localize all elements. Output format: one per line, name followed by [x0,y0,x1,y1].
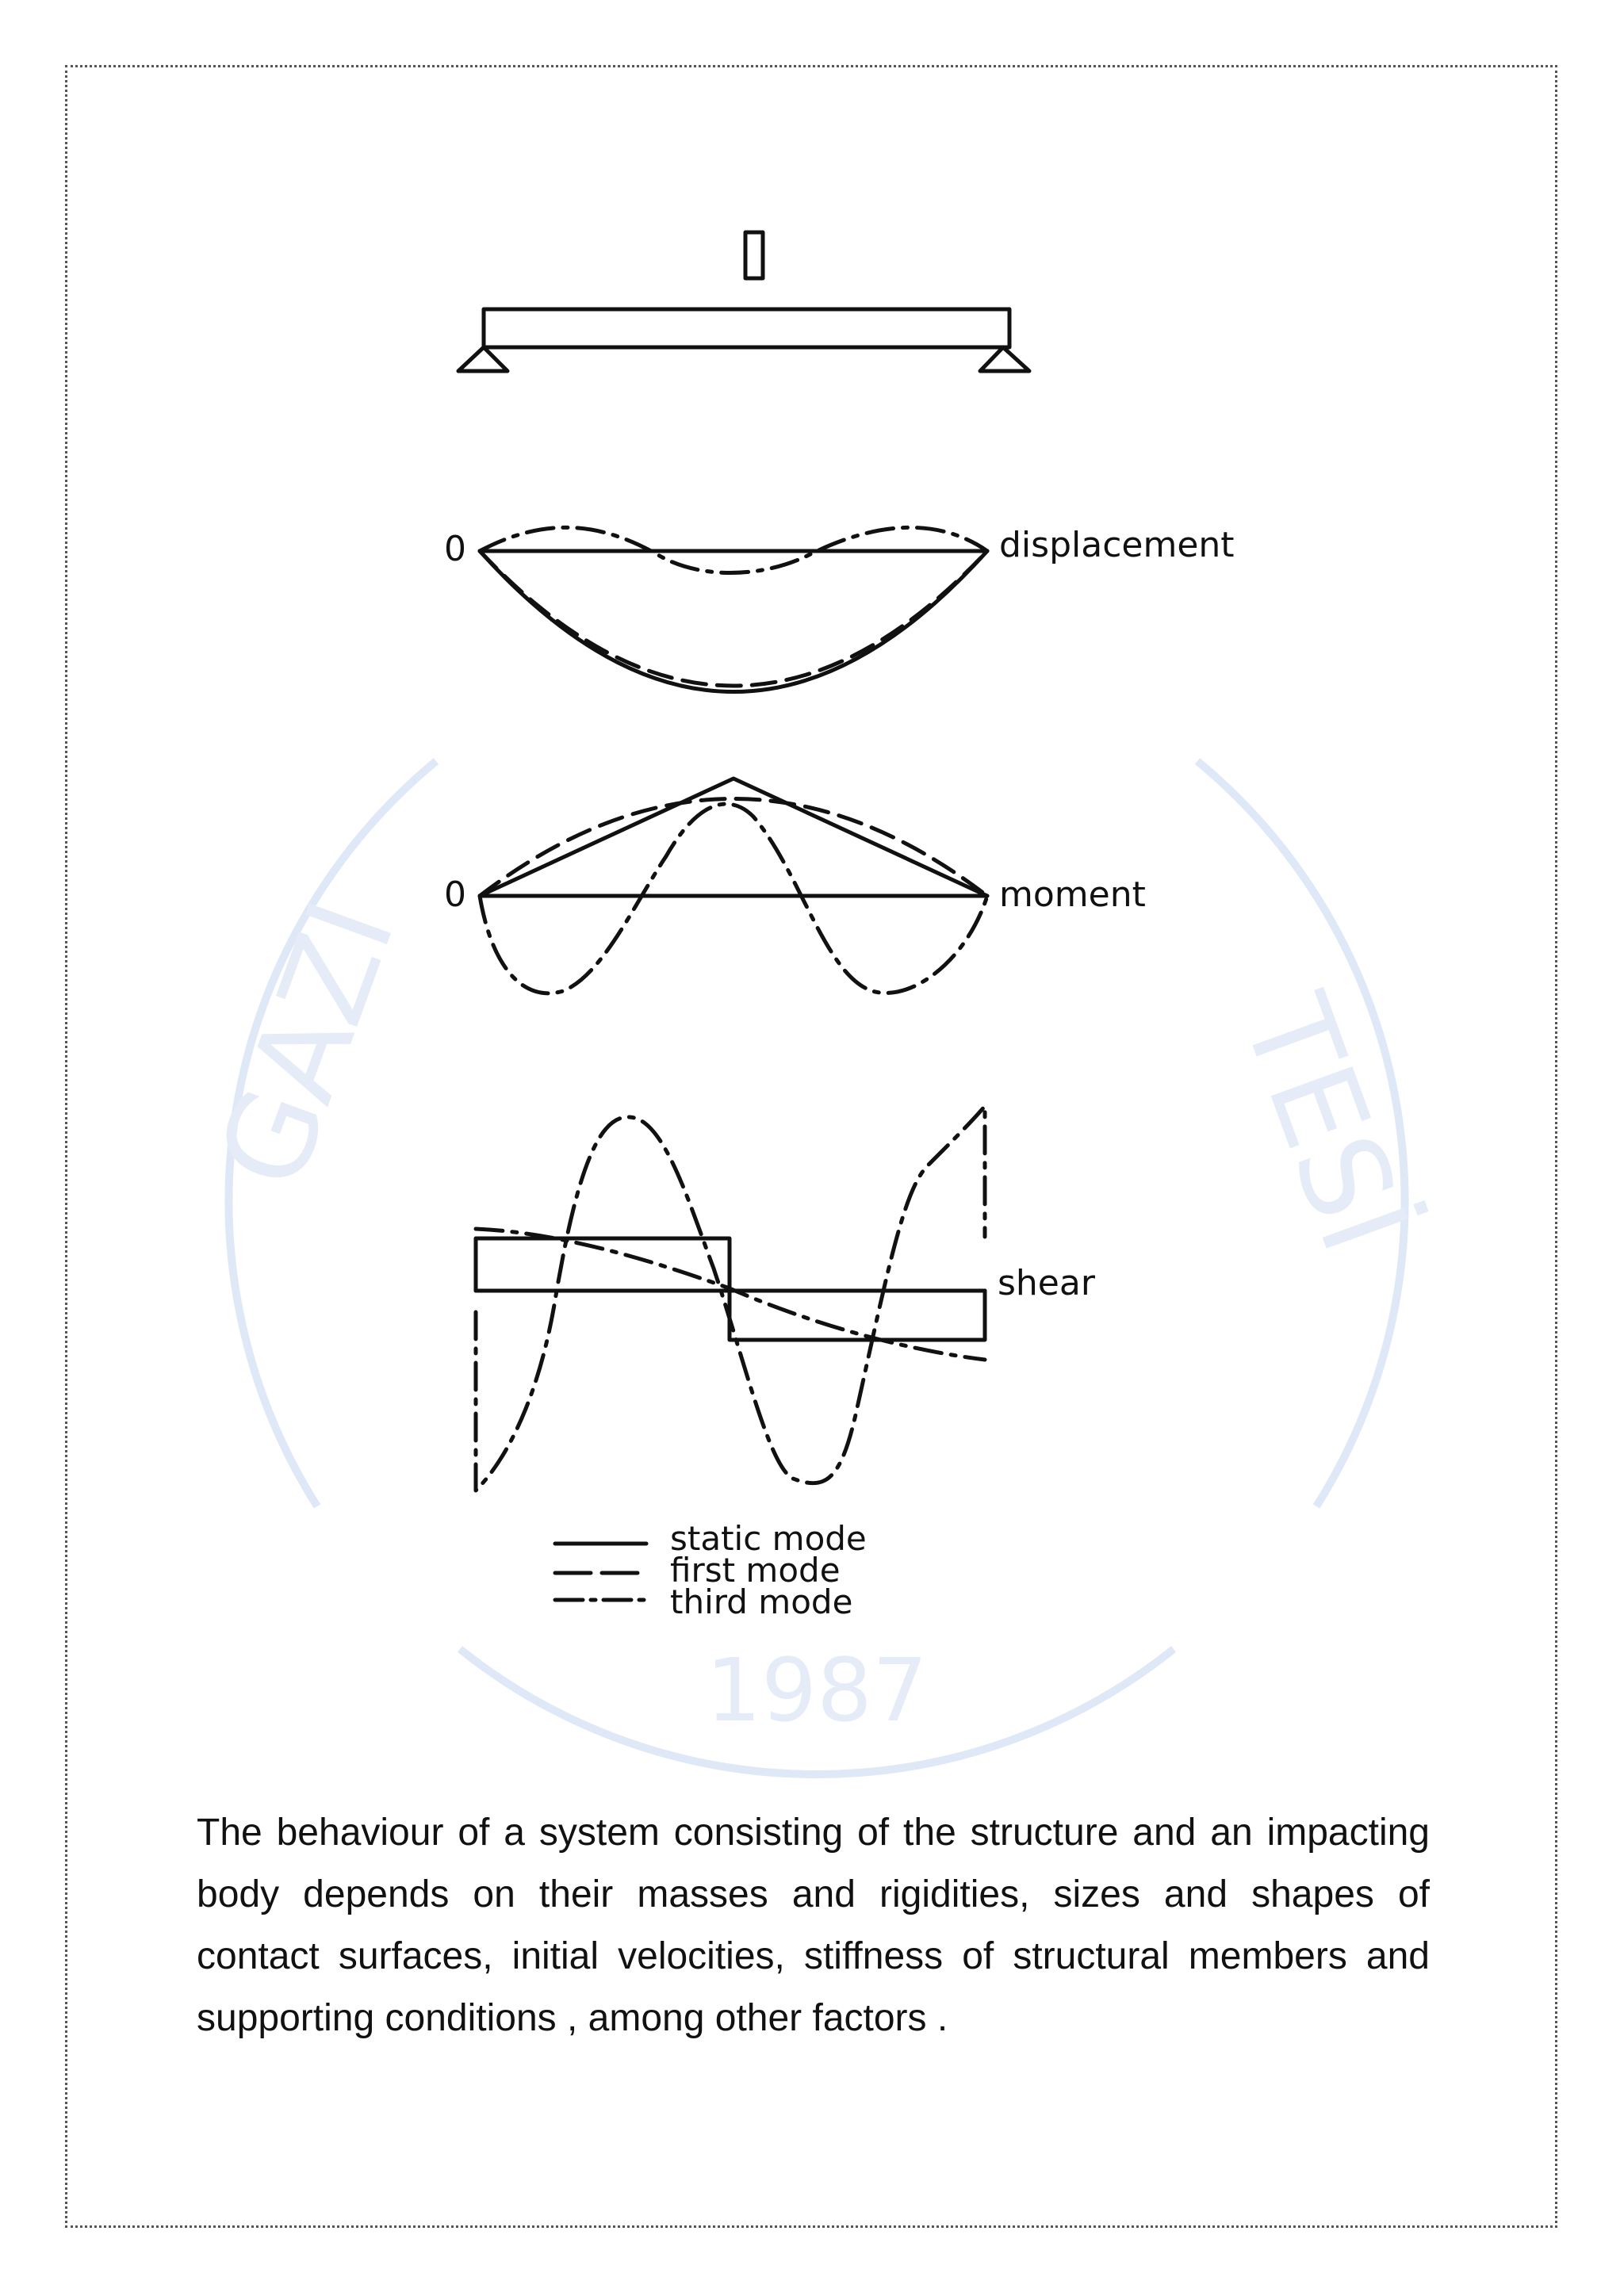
moment-panel [480,779,987,993]
moment-zero-label: 0 [444,874,466,915]
displacement-panel [480,527,987,691]
moment-static-triangle [480,779,987,896]
moment-third-mode [480,804,987,993]
body-paragraph: The behaviour of a system consisting of the structure and an impacting body depends on their masses and rigidities, sizes and shapes of contact surfaces, initial velocities, stiffness of structural members and supporting conditions , among other factors . [197,1812,1430,2039]
legend-static-mode: static mode [670,1519,867,1558]
moment-first-mode [480,799,987,897]
svg-text:TESİ: TESİ [1215,979,1434,1269]
moment-label: moment [999,874,1146,915]
displacement-label: displacement [999,525,1235,565]
impacting-body [745,232,763,278]
shear-label: shear [998,1263,1095,1303]
legend-third-mode: third mode [670,1582,853,1621]
watermark-year: 1987 [706,1640,928,1741]
beam [484,309,1009,347]
displacement-zero-label: 0 [444,529,466,569]
legend-first-mode: first mode [670,1551,841,1590]
shear-panel [476,1106,985,1490]
left-support [458,347,508,371]
svg-text:GAZI: GAZI [193,884,422,1205]
right-support [980,347,1029,371]
